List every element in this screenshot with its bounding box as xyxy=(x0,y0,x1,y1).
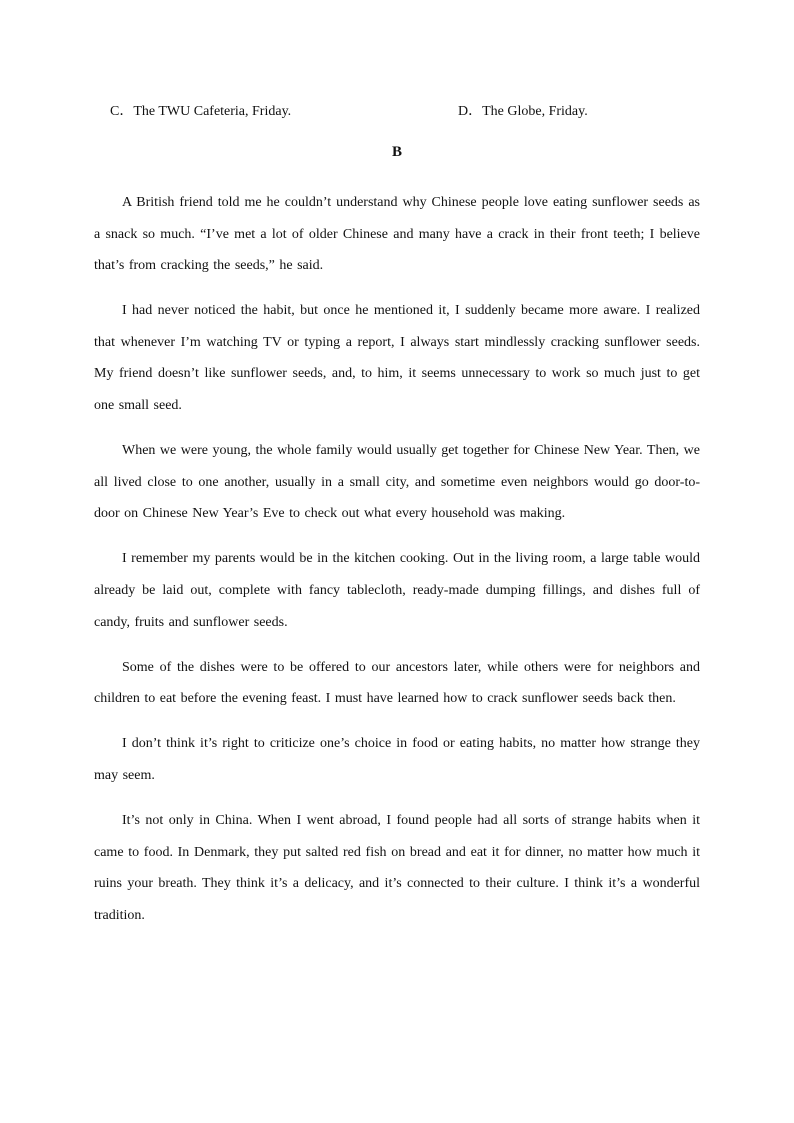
paragraph-7: It’s not only in China. When I went abroad, I found people had all sorts of strange habits when it came to food. In Denmark, they put salted red fish on bread and eat it for dinner, no matter how much it ruins your breath. They think it’s a delicacy, and it’s connected to their culture. I think it’s a wonderful tradition. xyxy=(94,813,700,923)
section-label: B xyxy=(391,144,402,160)
option-d: D．The Globe, Friday. xyxy=(458,104,588,119)
paragraph-6: I don’t think it’s right to criticize one’s choice in food or eating habits, no matter how strange they may seem. xyxy=(94,736,700,783)
paragraph-5: Some of the dishes were to be offered to our ancestors later, while others were for neighbors and children to eat before the evening feast. I must have learned how to crack sunflower seeds back then. xyxy=(94,659,700,707)
paragraph-4: I remember my parents would be in the kitchen cooking. Out in the living room, a large table would already be laid out, complete with fancy tablecloth, ready-made dumping fillings, and dishes full of candy, fruits and sunflower seeds. xyxy=(94,551,700,630)
reading-passage xyxy=(94,187,700,945)
paragraph-1: A British friend told me he couldn’t understand why Chinese people love eating sunflower seeds as a snack so much. “I’ve met a lot of older Chinese and many have a crack in their front teeth; I believe that’s from cracking the seeds,” he said. xyxy=(94,195,700,274)
paragraph-3: When we were young, the whole family would usually get together for Chinese New Year. Then, we all lived close to one another, usually in a small city, and sometime even neighbors would go door-to-door on Chinese New Year’s Eve to check out what every household was making. xyxy=(94,443,700,522)
paragraph-2: I had never noticed the habit, but once he mentioned it, I suddenly became more aware. I realized that whenever I’m watching TV or typing a report, I always start mindlessly cracking sunflower seeds. My friend doesn’t like sunflower seeds, and, to him, it seems unnecessary to work so much just to get one small seed. xyxy=(94,303,700,414)
option-c: C．The TWU Cafeteria, Friday. xyxy=(110,104,292,119)
answer-options-row xyxy=(110,100,710,122)
